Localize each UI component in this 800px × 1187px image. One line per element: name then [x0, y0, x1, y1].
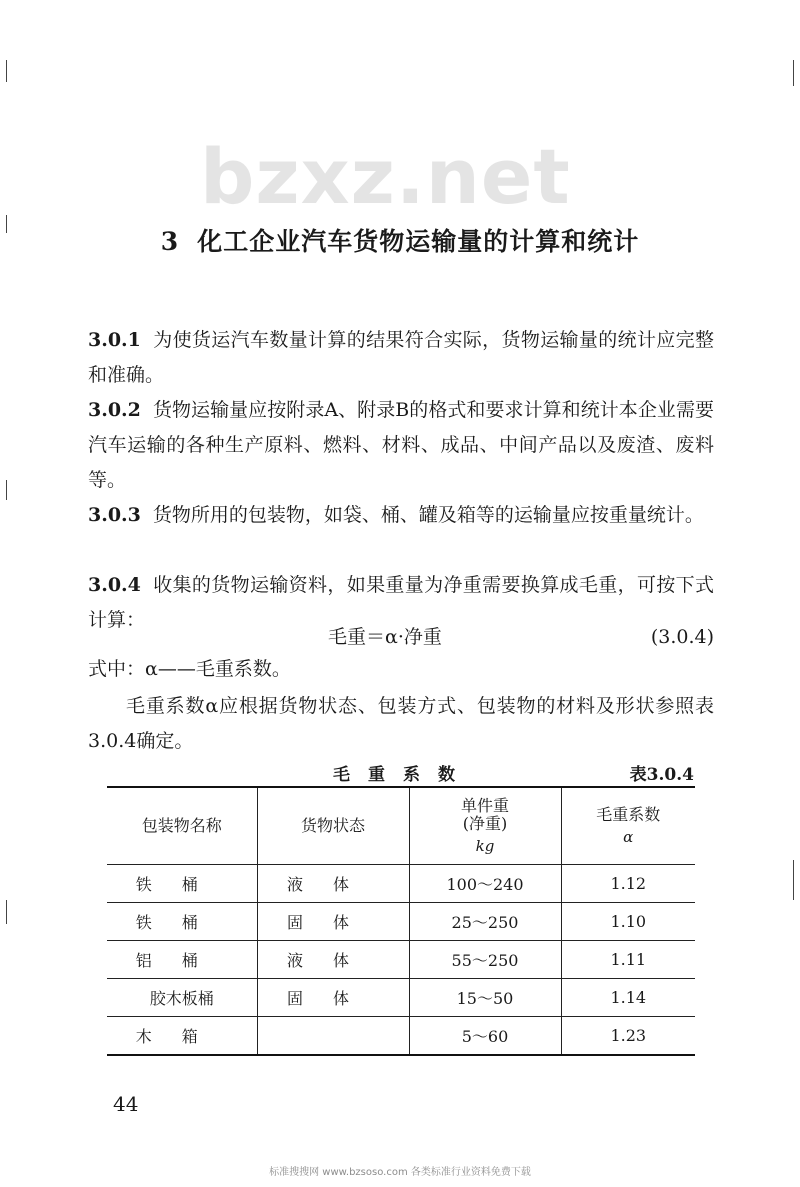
- cell-unit-weight: 100～240: [409, 865, 561, 903]
- footer-source-line: 标准搜搜网 www.bzsoso.com 各类标准行业资料免费下载: [269, 1167, 531, 1178]
- cell-cargo-state: 液体: [257, 865, 409, 903]
- clause-3-0-1: [88, 323, 714, 393]
- cell-package-name: 铁桶: [107, 865, 257, 903]
- clause-number: 3.0.1: [88, 329, 141, 351]
- note-paragraph: 毛重系数α应根据货物状态、包装方式、包装物的材料及形状参照表3.0.4确定。: [88, 695, 714, 752]
- header-unit-weight-line1: 单件重: [460, 796, 509, 815]
- scan-mark: [6, 480, 7, 500]
- cell-cargo-state: [257, 1017, 409, 1056]
- cell-unit-weight: 15～50: [409, 979, 561, 1017]
- cell-cargo-state: 液体: [257, 941, 409, 979]
- cell-unit-weight: 5～60: [409, 1017, 561, 1056]
- cell-coefficient: 1.14: [561, 979, 695, 1017]
- cell-package-name: 胶木板桶: [107, 979, 257, 1017]
- chapter-number: 3: [160, 227, 180, 256]
- clause-number: 3.0.2: [88, 399, 141, 421]
- scan-mark: [793, 60, 794, 86]
- formula-expression: 毛重＝α·净重: [328, 626, 442, 648]
- cell-coefficient: 1.11: [561, 941, 695, 979]
- page-number: 44: [113, 1092, 139, 1116]
- cell-cargo-state: 固体: [257, 903, 409, 941]
- header-package-name: 包装物名称: [107, 787, 257, 865]
- cell-coefficient: 1.10: [561, 903, 695, 941]
- clause-number: 3.0.4: [88, 574, 141, 596]
- table-caption: [88, 760, 694, 784]
- header-coefficient: [561, 787, 695, 865]
- table-title: 毛重系数: [333, 765, 473, 785]
- table-row: [107, 979, 695, 1017]
- chapter-title: [0, 222, 800, 258]
- where-line: 式中：α——毛重系数。: [88, 658, 291, 680]
- formula-number: (3.0.4): [650, 626, 714, 648]
- header-unit-weight-unit: kg: [475, 837, 495, 855]
- cell-package-name: 铝桶: [107, 941, 257, 979]
- table-header-row: [107, 787, 695, 865]
- header-cargo-state: 货物状态: [257, 787, 409, 865]
- cell-unit-weight: 25～250: [409, 903, 561, 941]
- header-coefficient-label: 毛重系数: [596, 805, 661, 824]
- clause-3-0-2: [88, 393, 714, 498]
- table-row: [107, 941, 695, 979]
- cell-coefficient: 1.12: [561, 865, 695, 903]
- watermark: bzxz.net: [200, 132, 571, 221]
- gross-weight-coefficient-table: [107, 786, 695, 1056]
- scan-mark: [793, 860, 794, 900]
- clause-number: 3.0.3: [88, 504, 141, 526]
- clause-3-0-3: [88, 498, 714, 533]
- header-unit-weight-line2: (净重): [462, 814, 508, 833]
- formula: [88, 622, 714, 652]
- scan-mark: [6, 60, 7, 82]
- header-unit-weight: [409, 787, 561, 865]
- table-row: [107, 1017, 695, 1056]
- cell-coefficient: 1.23: [561, 1017, 695, 1056]
- cell-cargo-state: 固体: [257, 979, 409, 1017]
- table-row: [107, 903, 695, 941]
- chapter-title-text: 化工企业汽车货物运输量的计算和统计: [197, 227, 640, 256]
- cell-package-name: 木箱: [107, 1017, 257, 1056]
- cell-unit-weight: 55～250: [409, 941, 561, 979]
- table-number: 表3.0.4: [629, 765, 694, 785]
- clause-text: 货物运输量应按附录A、附录B的格式和要求计算和统计本企业需要汽车运输的各种生产原料、燃料、材料、成品、中间产品以及废渣、废料等。: [88, 399, 714, 491]
- clause-text: 收集的货物运输资料，如果重量为净重需要换算成毛重，可按下式计算：: [88, 574, 714, 631]
- clause-text: 为使货运汽车数量计算的结果符合实际，货物运输量的统计应完整和准确。: [88, 329, 714, 386]
- scan-mark: [6, 215, 7, 233]
- header-coefficient-symbol: α: [623, 828, 634, 846]
- scan-mark: [6, 900, 7, 924]
- clause-text: 货物所用的包装物，如袋、桶、罐及箱等的运输量应按重量统计。: [152, 504, 704, 526]
- table-row: [107, 865, 695, 903]
- cell-package-name: 铁桶: [107, 903, 257, 941]
